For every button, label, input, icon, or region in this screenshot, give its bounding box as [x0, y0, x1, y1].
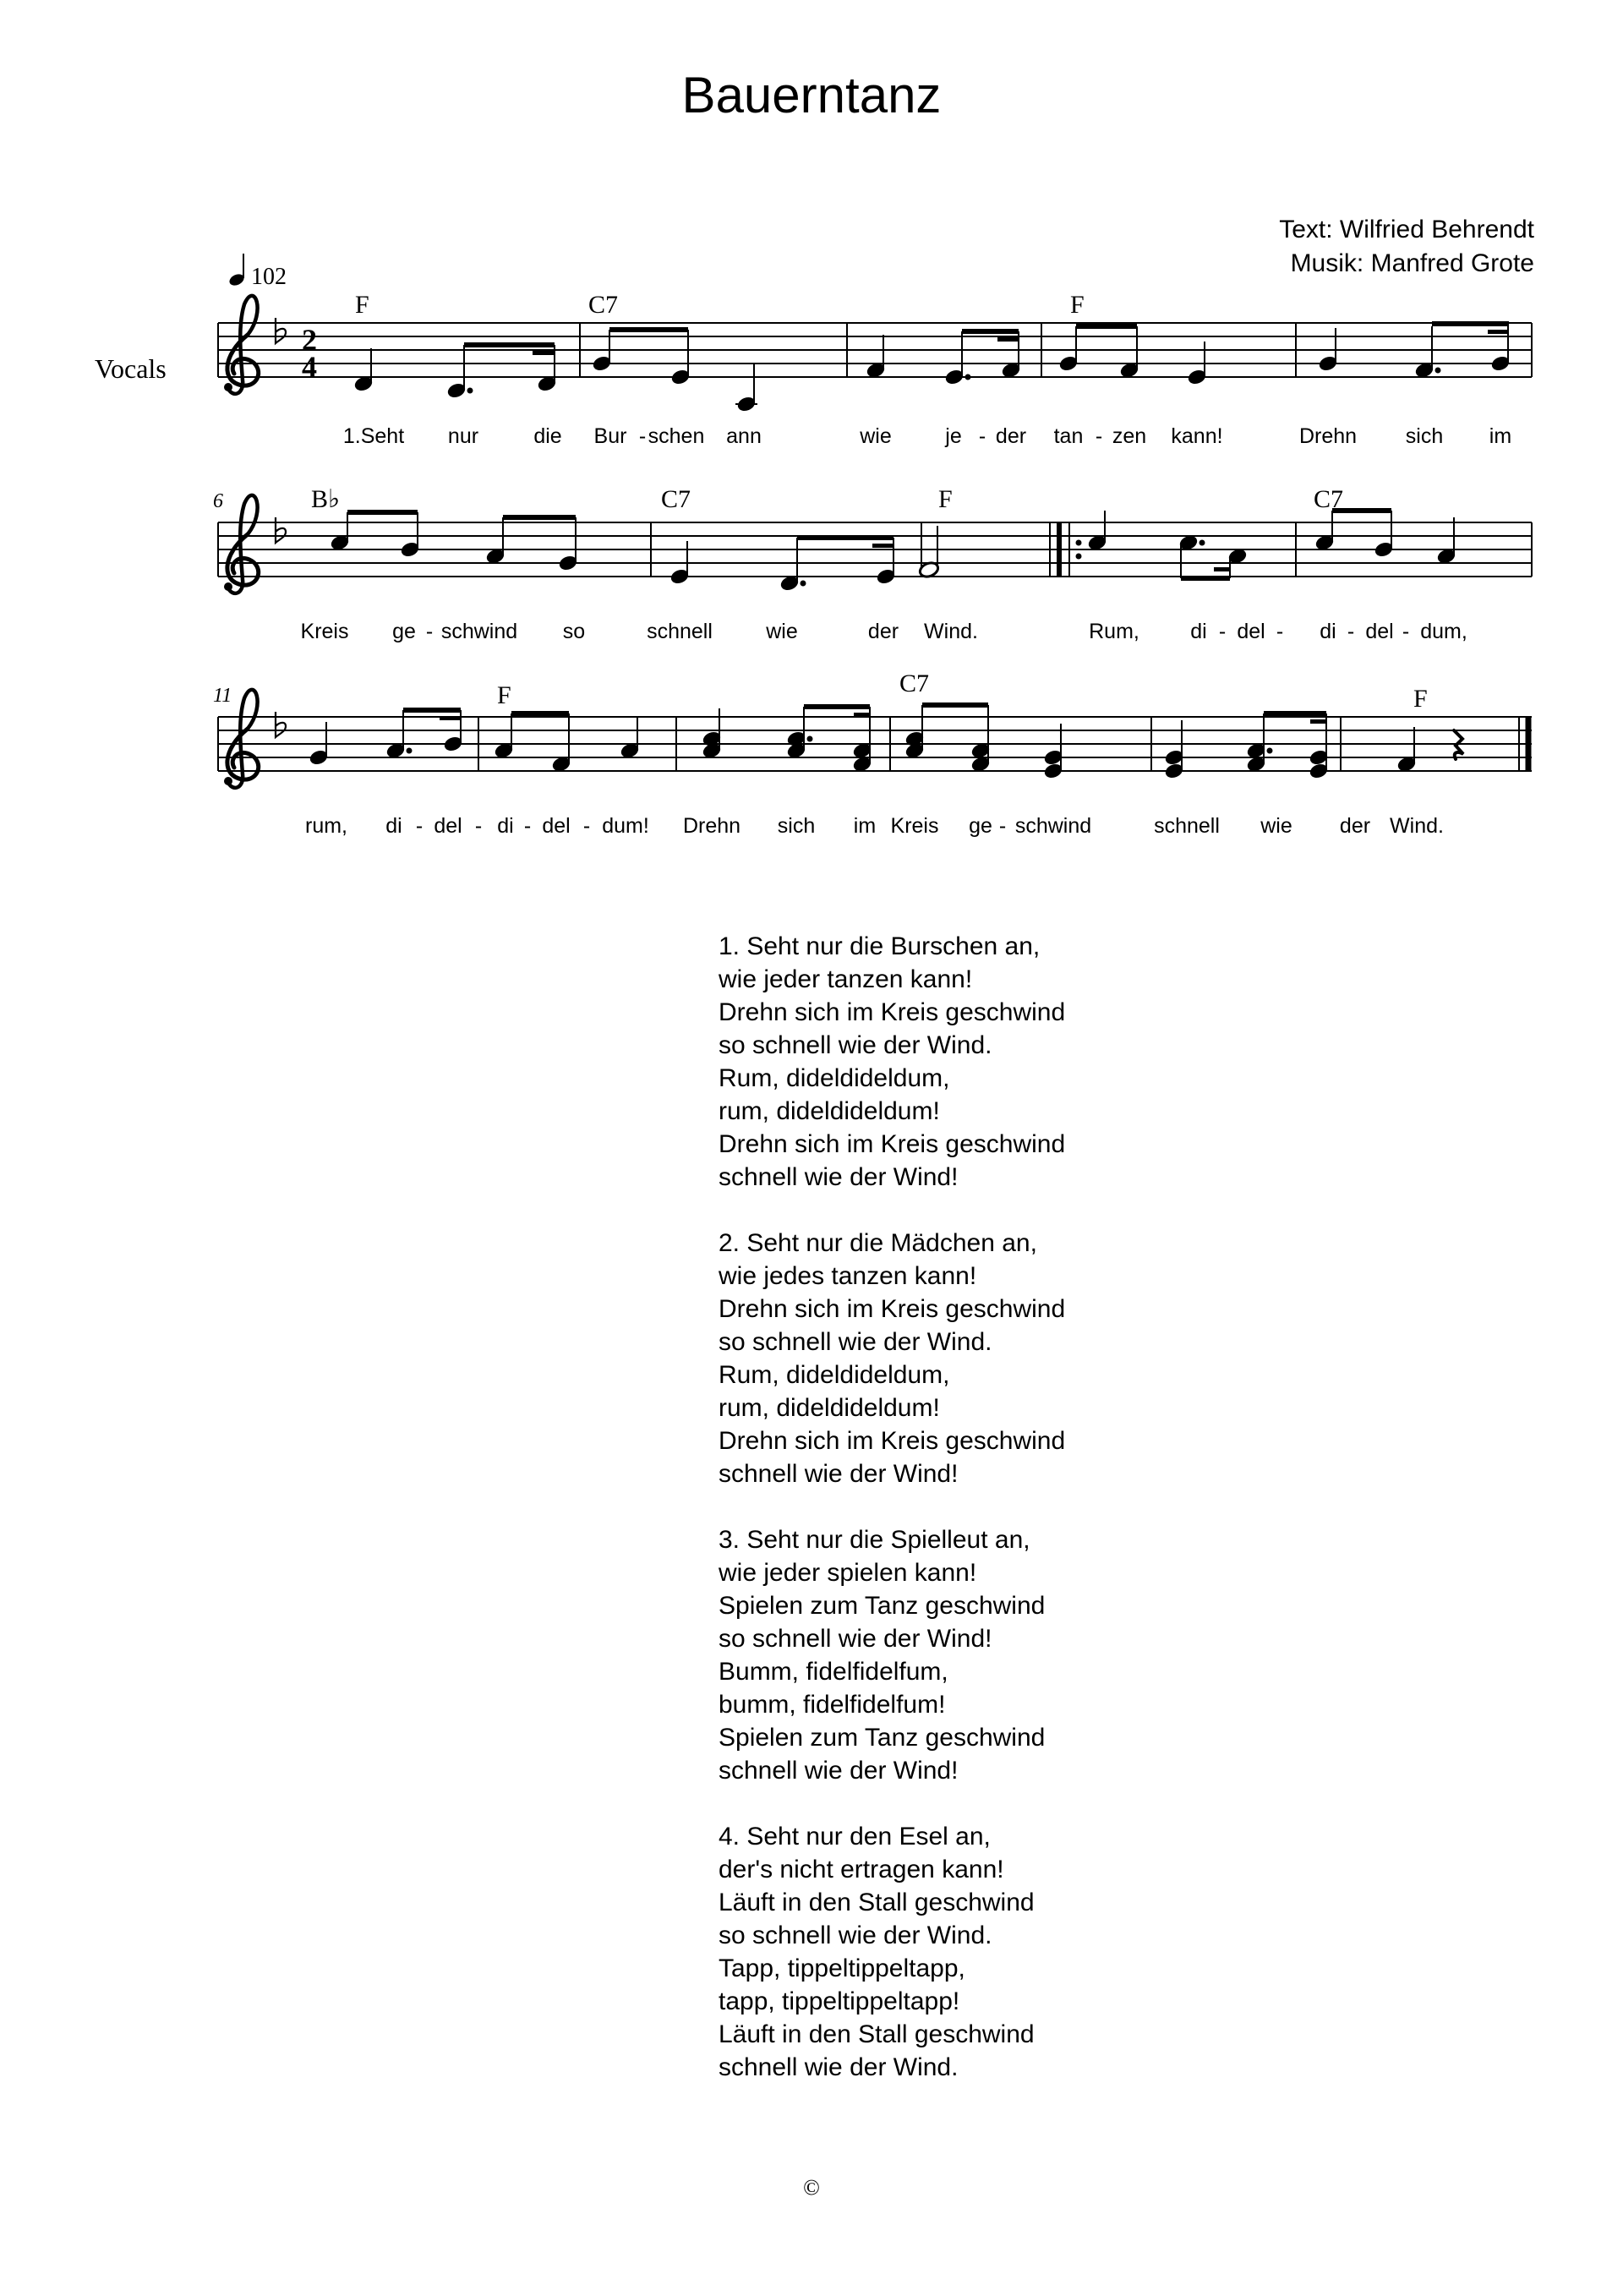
verse-line: wie jedes tanzen kann! [719, 1262, 977, 1290]
chord-symbol: F [497, 681, 511, 709]
lyric-syllable: so [562, 620, 586, 643]
lyric-syllable: rum, [305, 814, 347, 838]
verse-line: 3. Seht nur die Spielleut an, [719, 1526, 1030, 1554]
lyric-syllable: tan [1053, 424, 1084, 448]
lyric-syllable: del [434, 814, 462, 838]
system-2 [213, 485, 1532, 643]
chord-symbol: F [938, 485, 953, 513]
verse-line: rum, dideldideldum! [719, 1394, 940, 1422]
lyric-syllable: die [533, 424, 562, 448]
song-title: Bauerntanz [681, 67, 942, 123]
verse-line: Drehn sich im Kreis geschwind [719, 998, 1066, 1026]
tempo-marking [227, 254, 287, 290]
chord-symbol: F [1070, 291, 1085, 319]
lyric-syllable: zen [1112, 424, 1147, 448]
chord-symbol: C7 [588, 291, 619, 319]
lyric-syllable: der [1339, 814, 1371, 838]
lyric-syllable: je [945, 424, 962, 448]
lyric-hyphen: - [998, 814, 1007, 838]
instrument-label: Vocals [95, 353, 167, 384]
verse-line: tapp, tippeltippeltapp! [719, 1987, 960, 2015]
verse-line: so schnell wie der Wind. [719, 1031, 992, 1059]
lyric-syllable: im [853, 814, 877, 838]
lyric-syllable: kann! [1171, 424, 1223, 448]
lyric-hyphen: - [415, 814, 424, 838]
verse-line: Bumm, fidelfidelfum, [719, 1658, 948, 1686]
lyric-hyphen: - [474, 814, 483, 838]
chord-symbol: C7 [1314, 485, 1344, 513]
lyric-syllable: schwind [440, 620, 518, 643]
lyric-syllable: ge [392, 620, 416, 643]
lyric-syllable: wie [1260, 814, 1292, 838]
measure-number: 6 [213, 490, 223, 512]
verse-3 [719, 1523, 1065, 1787]
lyric-syllable: schen [648, 424, 705, 448]
measure-number: 11 [213, 685, 232, 707]
staff-lines [218, 717, 1532, 771]
lyric-hyphen: - [1218, 620, 1227, 643]
composer-credit: Musik: Manfred Grote [1290, 249, 1534, 277]
lyric-syllable: del [1237, 620, 1265, 643]
lyric-syllable: sich [777, 814, 816, 838]
verse-line: Rum, dideldideldum, [719, 1361, 950, 1389]
lyric-syllable: nur [447, 424, 479, 448]
lyric-syllable: Kreis [890, 814, 939, 838]
lyric-syllable: di [1320, 620, 1336, 643]
verse-line: Spielen zum Tanz geschwind [719, 1592, 1046, 1620]
verse-line: Drehn sich im Kreis geschwind [719, 1130, 1066, 1158]
chord-symbol: C7 [899, 670, 930, 697]
lyric-syllable: Drehn [682, 814, 741, 838]
verse-line: Tapp, tippeltippeltapp, [719, 1954, 965, 1982]
system-1 [218, 291, 1532, 448]
verse-line: wie jeder tanzen kann! [719, 965, 973, 993]
verse-line: rum, dideldideldum! [719, 1097, 940, 1125]
chord-symbol: B♭ [311, 485, 341, 513]
lyric-hyphen: - [1095, 424, 1103, 448]
verse-line: so schnell wie der Wind. [719, 1922, 992, 1949]
notes [309, 702, 1417, 779]
copyright-symbol: © [803, 2175, 820, 2200]
verse-line: schnell wie der Wind! [719, 1460, 959, 1488]
lyric-syllable: 1.Seht [342, 424, 405, 448]
chord-symbol: F [1413, 685, 1428, 713]
lyric-hyphen: - [425, 620, 434, 643]
verse-line: Drehn sich im Kreis geschwind [719, 1427, 1066, 1455]
verse-line: schnell wie der Wind. [719, 2053, 959, 2081]
tempo-value: 102 [251, 264, 287, 290]
verse-1 [719, 930, 1065, 1194]
lyric-hyphen: - [582, 814, 591, 838]
lyric-syllable: dum, [1420, 620, 1467, 643]
lyric-hyphen: - [638, 424, 647, 448]
system-3 [213, 670, 1532, 838]
treble-clef-icon [224, 296, 259, 394]
lyric-syllable: der [867, 620, 899, 643]
lyric-syllable: del [1365, 620, 1394, 643]
lyric-syllable: del [542, 814, 571, 838]
verse-line: Spielen zum Tanz geschwind [719, 1724, 1046, 1752]
verse-line: so schnell wie der Wind. [719, 1328, 992, 1356]
lyric-syllable: im [1489, 424, 1512, 448]
verse-line: wie jeder spielen kann! [719, 1559, 977, 1587]
lyric-syllable: di [497, 814, 514, 838]
verse-line: so schnell wie der Wind! [719, 1625, 992, 1653]
lyric-line [343, 424, 1511, 448]
verse-line: Rum, dideldideldum, [719, 1064, 950, 1092]
verse-line: der's nicht ertragen kann! [719, 1856, 1004, 1883]
verse-4 [719, 1820, 1065, 2084]
lyric-line [305, 814, 1444, 838]
lyric-syllable: Drehn [1298, 424, 1358, 448]
notes [353, 321, 1511, 413]
lyric-syllable: Wind. [1390, 814, 1444, 838]
lyric-hyphen: - [978, 424, 986, 448]
verse-line: 1. Seht nur die Burschen an, [719, 932, 1041, 960]
lyric-syllable: Kreis [300, 620, 349, 643]
flat-key-signature-icon [276, 318, 286, 343]
verse-line: schnell wie der Wind! [719, 1757, 959, 1785]
lyric-syllable: ann [726, 424, 762, 448]
lyric-syllable: schwind [1014, 814, 1092, 838]
lyric-syllable: di [385, 814, 402, 838]
verse-line: schnell wie der Wind! [719, 1163, 959, 1191]
verse-line: 2. Seht nur die Mädchen an, [719, 1229, 1037, 1257]
lyric-syllable: dum! [602, 814, 649, 838]
lyric-hyphen: - [523, 814, 532, 838]
lyric-syllable: di [1190, 620, 1207, 643]
time-signature-bottom: 4 [302, 350, 317, 384]
lyric-syllable: ge [969, 814, 992, 838]
flat-key-signature-icon [276, 517, 286, 543]
lyric-hyphen: - [1402, 620, 1410, 643]
verse-line: Drehn sich im Kreis geschwind [719, 1295, 1066, 1323]
lyric-syllable: wie [766, 620, 798, 643]
lyric-hyphen: - [1276, 620, 1284, 643]
time-signature-top: 2 [302, 323, 317, 357]
chord-symbol: F [355, 291, 369, 319]
lyric-hyphen: - [1347, 620, 1355, 643]
verse-2 [719, 1227, 1065, 1490]
verse-line: Läuft in den Stall geschwind [719, 1889, 1035, 1916]
chord-symbols [355, 291, 1085, 319]
verse-line: Läuft in den Stall geschwind [719, 2020, 1035, 2048]
lyric-syllable: Rum, [1089, 620, 1139, 643]
flat-key-signature-icon [276, 712, 286, 737]
lyric-syllable: Bur [593, 424, 627, 448]
chord-symbol: C7 [661, 485, 691, 513]
lyric-syllable: wie [860, 424, 892, 448]
lyric-syllable: Wind. [924, 620, 978, 643]
treble-clef-icon [224, 495, 259, 593]
lyric-syllable: schnell [1154, 814, 1220, 838]
lyricist-credit: Text: Wilfried Behrendt [1279, 216, 1534, 243]
verse-line: 4. Seht nur den Esel an, [719, 1823, 991, 1850]
chord-symbols [311, 485, 1343, 513]
lyric-syllable: der [995, 424, 1027, 448]
verse-line: bumm, fidelfidelfum! [719, 1691, 946, 1719]
lyric-syllable: sich [1405, 424, 1444, 448]
lyric-syllable: schnell [647, 620, 713, 643]
lyric-line [301, 620, 1467, 643]
sheet-music [0, 0, 1623, 854]
verses [719, 930, 1065, 2117]
